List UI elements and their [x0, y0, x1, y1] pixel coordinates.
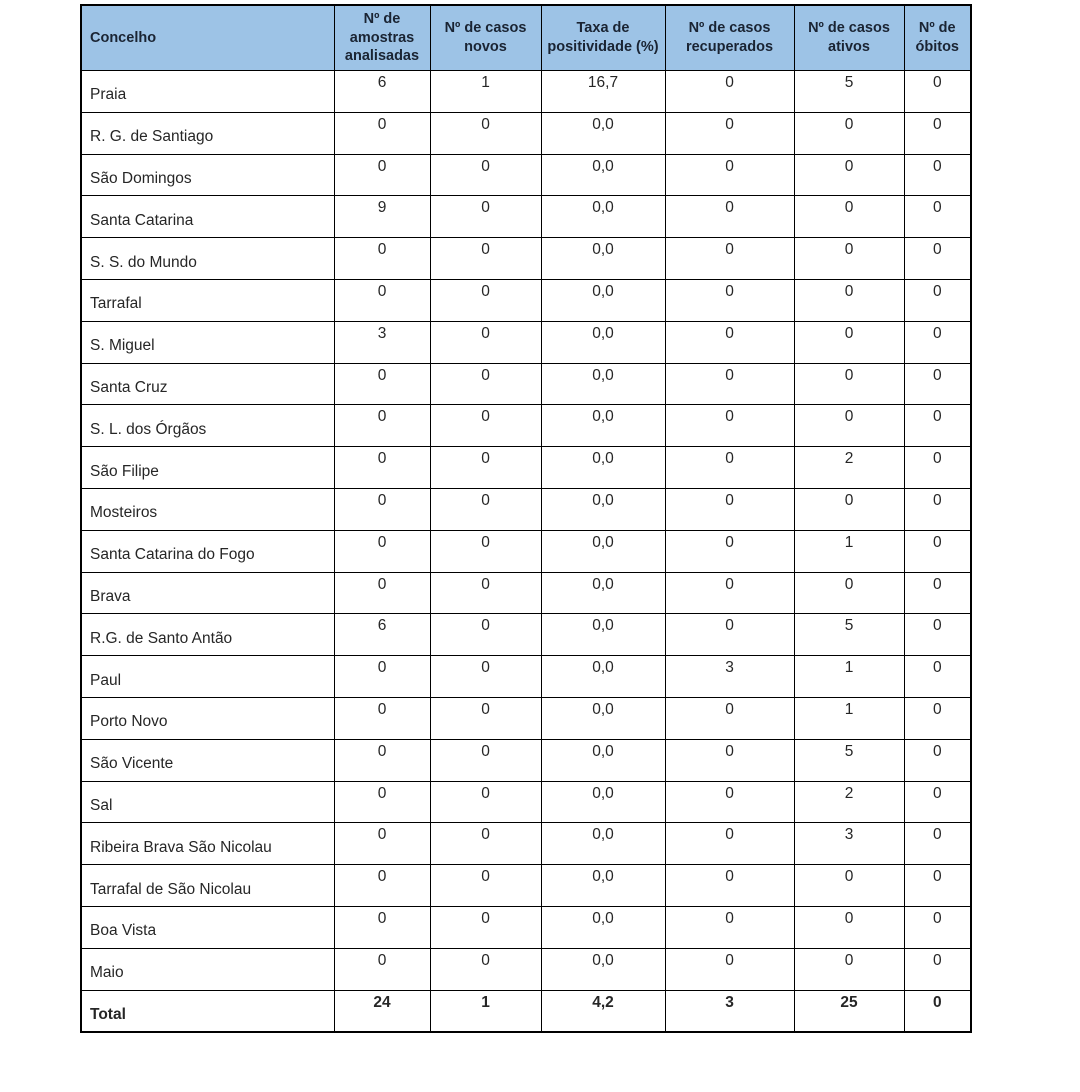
cell-obitos: 0: [904, 112, 971, 154]
cell-amostras: 0: [334, 363, 430, 405]
cell-obitos: 0: [904, 572, 971, 614]
cell-concelho: Brava: [81, 572, 334, 614]
cell-novos: 0: [430, 614, 541, 656]
cell-concelho: Porto Novo: [81, 697, 334, 739]
cell-recuperados: 0: [665, 279, 794, 321]
cell-concelho: Tarrafal: [81, 279, 334, 321]
cell-ativos: 0: [794, 238, 904, 280]
cell-concelho: S. L. dos Órgãos: [81, 405, 334, 447]
total-cell-obitos: 0: [904, 990, 971, 1032]
cell-amostras: 0: [334, 447, 430, 489]
header-cell-amostras: Nº de amostras analisadas: [334, 5, 430, 71]
cell-taxa: 0,0: [541, 656, 665, 698]
cell-taxa: 0,0: [541, 865, 665, 907]
table-row: [81, 112, 971, 154]
cell-concelho: S. S. do Mundo: [81, 238, 334, 280]
cell-ativos: 5: [794, 739, 904, 781]
cell-obitos: 0: [904, 906, 971, 948]
cell-novos: 0: [430, 572, 541, 614]
table-row: [81, 865, 971, 907]
cell-novos: 0: [430, 321, 541, 363]
total-cell-recuperados: 3: [665, 990, 794, 1032]
cell-obitos: 0: [904, 154, 971, 196]
cell-ativos: 0: [794, 321, 904, 363]
table-row: [81, 154, 971, 196]
cell-taxa: 0,0: [541, 238, 665, 280]
cell-amostras: 0: [334, 781, 430, 823]
cell-taxa: 0,0: [541, 739, 665, 781]
cell-ativos: 0: [794, 112, 904, 154]
cell-obitos: 0: [904, 321, 971, 363]
total-row: [81, 990, 971, 1032]
cell-taxa: 0,0: [541, 697, 665, 739]
cell-amostras: 0: [334, 865, 430, 907]
table-row: [81, 238, 971, 280]
cell-novos: 0: [430, 906, 541, 948]
cell-ativos: 0: [794, 865, 904, 907]
table-row: [81, 823, 971, 865]
cell-novos: 0: [430, 405, 541, 447]
cell-taxa: 0,0: [541, 530, 665, 572]
cell-amostras: 0: [334, 154, 430, 196]
cell-concelho: Sal: [81, 781, 334, 823]
cell-amostras: 0: [334, 279, 430, 321]
cell-concelho: Boa Vista: [81, 906, 334, 948]
cell-taxa: 0,0: [541, 363, 665, 405]
total-cell-novos: 1: [430, 990, 541, 1032]
cell-amostras: 0: [334, 572, 430, 614]
cell-novos: 0: [430, 948, 541, 990]
cell-novos: 0: [430, 447, 541, 489]
cell-recuperados: 0: [665, 154, 794, 196]
cell-ativos: 3: [794, 823, 904, 865]
cell-amostras: 0: [334, 405, 430, 447]
cell-recuperados: 0: [665, 530, 794, 572]
cell-ativos: 0: [794, 279, 904, 321]
cell-concelho: Ribeira Brava São Nicolau: [81, 823, 334, 865]
cell-novos: 1: [430, 71, 541, 113]
table-body: [81, 71, 971, 1032]
cell-taxa: 0,0: [541, 572, 665, 614]
cell-ativos: 2: [794, 447, 904, 489]
table-row: [81, 321, 971, 363]
cell-concelho: Tarrafal de São Nicolau: [81, 865, 334, 907]
cell-amostras: 0: [334, 488, 430, 530]
cell-obitos: 0: [904, 530, 971, 572]
cell-ativos: 0: [794, 906, 904, 948]
cell-ativos: 1: [794, 530, 904, 572]
cell-obitos: 0: [904, 656, 971, 698]
cell-recuperados: 0: [665, 781, 794, 823]
cell-recuperados: 0: [665, 823, 794, 865]
cell-recuperados: 0: [665, 363, 794, 405]
table-row: [81, 71, 971, 113]
cell-concelho: Praia: [81, 71, 334, 113]
table-row: [81, 948, 971, 990]
cell-taxa: 0,0: [541, 154, 665, 196]
cell-concelho: São Vicente: [81, 739, 334, 781]
cell-ativos: 0: [794, 948, 904, 990]
cell-recuperados: 0: [665, 238, 794, 280]
header-cell-recuperados: Nº de casos recuperados: [665, 5, 794, 71]
cell-concelho: Santa Catarina do Fogo: [81, 530, 334, 572]
cell-recuperados: 0: [665, 405, 794, 447]
header-row: [81, 5, 971, 71]
table-row: [81, 656, 971, 698]
cell-concelho: Santa Catarina: [81, 196, 334, 238]
table-row: [81, 488, 971, 530]
cell-taxa: 0,0: [541, 405, 665, 447]
cell-recuperados: 0: [665, 572, 794, 614]
cell-concelho: São Filipe: [81, 447, 334, 489]
municipality-covid-table-container: [80, 4, 972, 1033]
cell-amostras: 9: [334, 196, 430, 238]
cell-recuperados: 0: [665, 112, 794, 154]
cell-taxa: 0,0: [541, 321, 665, 363]
header-cell-obitos: Nº de óbitos: [904, 5, 971, 71]
cell-recuperados: 0: [665, 71, 794, 113]
cell-obitos: 0: [904, 488, 971, 530]
cell-ativos: 1: [794, 697, 904, 739]
cell-ativos: 1: [794, 656, 904, 698]
cell-taxa: 0,0: [541, 906, 665, 948]
cell-novos: 0: [430, 697, 541, 739]
table-row: [81, 405, 971, 447]
cell-novos: 0: [430, 781, 541, 823]
cell-amostras: 0: [334, 906, 430, 948]
cell-obitos: 0: [904, 781, 971, 823]
total-cell-ativos: 25: [794, 990, 904, 1032]
cell-novos: 0: [430, 530, 541, 572]
cell-obitos: 0: [904, 196, 971, 238]
cell-obitos: 0: [904, 279, 971, 321]
cell-novos: 0: [430, 865, 541, 907]
total-cell-amostras: 24: [334, 990, 430, 1032]
cell-taxa: 0,0: [541, 112, 665, 154]
header-cell-ativos: Nº de casos ativos: [794, 5, 904, 71]
cell-ativos: 0: [794, 363, 904, 405]
cell-novos: 0: [430, 279, 541, 321]
cell-novos: 0: [430, 739, 541, 781]
cell-taxa: 0,0: [541, 823, 665, 865]
cell-amostras: 6: [334, 71, 430, 113]
cell-novos: 0: [430, 112, 541, 154]
cell-obitos: 0: [904, 739, 971, 781]
table-row: [81, 739, 971, 781]
table-row: [81, 614, 971, 656]
cell-concelho: Mosteiros: [81, 488, 334, 530]
cell-obitos: 0: [904, 823, 971, 865]
cell-obitos: 0: [904, 614, 971, 656]
municipality-covid-table: [80, 4, 972, 1033]
cell-recuperados: 3: [665, 656, 794, 698]
table-row: [81, 906, 971, 948]
cell-amostras: 0: [334, 823, 430, 865]
cell-novos: 0: [430, 488, 541, 530]
cell-taxa: 0,0: [541, 447, 665, 489]
cell-recuperados: 0: [665, 321, 794, 363]
header-cell-concelho: Concelho: [81, 5, 334, 71]
cell-amostras: 0: [334, 238, 430, 280]
cell-ativos: 5: [794, 614, 904, 656]
cell-recuperados: 0: [665, 488, 794, 530]
cell-concelho: Santa Cruz: [81, 363, 334, 405]
cell-amostras: 0: [334, 112, 430, 154]
table-row: [81, 530, 971, 572]
cell-taxa: 0,0: [541, 948, 665, 990]
cell-concelho: R.G. de Santo Antão: [81, 614, 334, 656]
cell-obitos: 0: [904, 865, 971, 907]
cell-novos: 0: [430, 154, 541, 196]
cell-amostras: 6: [334, 614, 430, 656]
cell-obitos: 0: [904, 363, 971, 405]
cell-novos: 0: [430, 363, 541, 405]
cell-ativos: 0: [794, 405, 904, 447]
cell-novos: 0: [430, 238, 541, 280]
total-cell-taxa: 4,2: [541, 990, 665, 1032]
cell-amostras: 0: [334, 656, 430, 698]
cell-taxa: 0,0: [541, 488, 665, 530]
header-cell-taxa: Taxa de positividade (%): [541, 5, 665, 71]
cell-novos: 0: [430, 656, 541, 698]
table-row: [81, 447, 971, 489]
table-row: [81, 196, 971, 238]
table-row: [81, 363, 971, 405]
table-row: [81, 572, 971, 614]
cell-ativos: 0: [794, 572, 904, 614]
cell-obitos: 0: [904, 238, 971, 280]
cell-concelho: S. Miguel: [81, 321, 334, 363]
cell-taxa: 0,0: [541, 781, 665, 823]
cell-ativos: 0: [794, 196, 904, 238]
cell-obitos: 0: [904, 447, 971, 489]
cell-novos: 0: [430, 823, 541, 865]
cell-recuperados: 0: [665, 614, 794, 656]
cell-amostras: 0: [334, 948, 430, 990]
cell-taxa: 0,0: [541, 614, 665, 656]
cell-amostras: 0: [334, 697, 430, 739]
cell-obitos: 0: [904, 71, 971, 113]
cell-recuperados: 0: [665, 196, 794, 238]
cell-concelho: Paul: [81, 656, 334, 698]
table-row: [81, 279, 971, 321]
cell-taxa: 0,0: [541, 196, 665, 238]
cell-amostras: 0: [334, 530, 430, 572]
cell-taxa: 16,7: [541, 71, 665, 113]
cell-amostras: 0: [334, 739, 430, 781]
cell-recuperados: 0: [665, 906, 794, 948]
cell-ativos: 5: [794, 71, 904, 113]
table-row: [81, 781, 971, 823]
table-row: [81, 697, 971, 739]
cell-ativos: 0: [794, 488, 904, 530]
cell-concelho: R. G. de Santiago: [81, 112, 334, 154]
cell-obitos: 0: [904, 948, 971, 990]
cell-recuperados: 0: [665, 697, 794, 739]
cell-amostras: 3: [334, 321, 430, 363]
header-cell-novos: Nº de casos novos: [430, 5, 541, 71]
cell-recuperados: 0: [665, 739, 794, 781]
cell-recuperados: 0: [665, 948, 794, 990]
cell-taxa: 0,0: [541, 279, 665, 321]
cell-obitos: 0: [904, 405, 971, 447]
cell-ativos: 2: [794, 781, 904, 823]
cell-concelho: São Domingos: [81, 154, 334, 196]
cell-novos: 0: [430, 196, 541, 238]
total-cell-concelho: Total: [81, 990, 334, 1032]
cell-recuperados: 0: [665, 865, 794, 907]
cell-ativos: 0: [794, 154, 904, 196]
cell-obitos: 0: [904, 697, 971, 739]
cell-recuperados: 0: [665, 447, 794, 489]
cell-concelho: Maio: [81, 948, 334, 990]
